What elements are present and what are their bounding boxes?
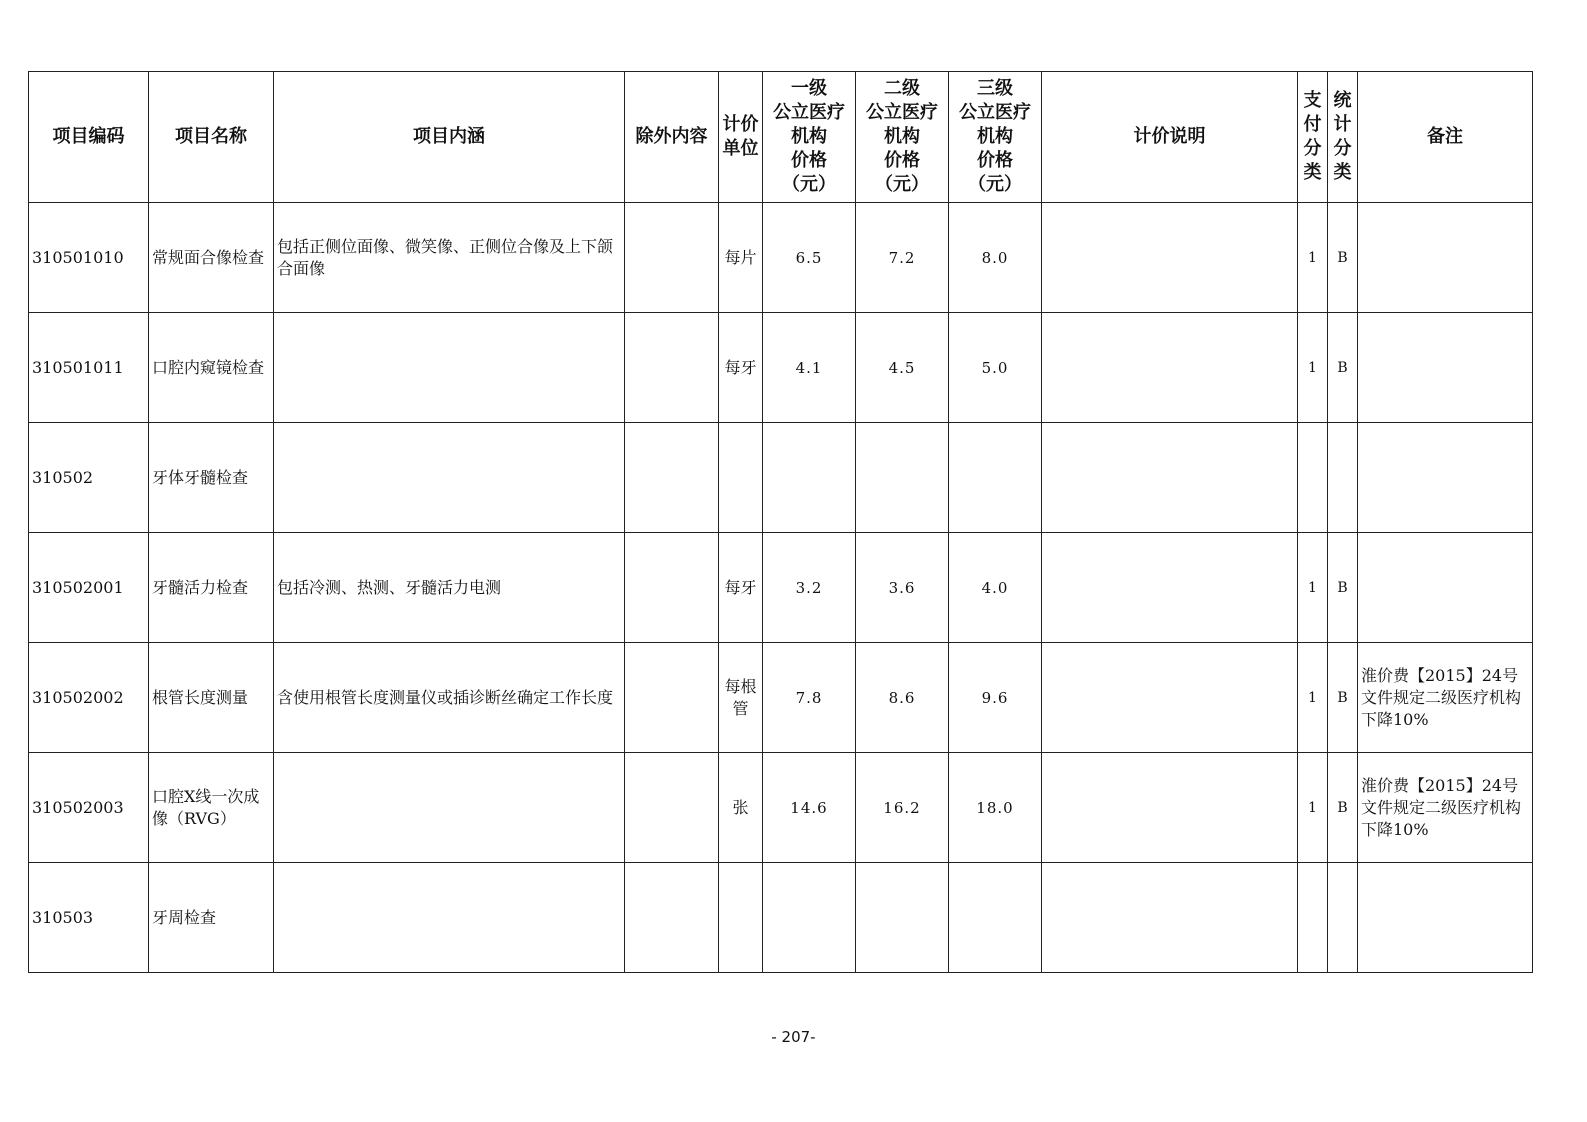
table-header	[29, 72, 1533, 203]
header-code: 项目编码	[29, 72, 149, 203]
table-row	[29, 753, 1533, 863]
header-pricing-note: 计价说明	[1042, 72, 1298, 203]
cell-content: 含使用根管长度测量仪或插诊断丝确定工作长度	[274, 643, 625, 753]
header-price-2-line: 二级	[884, 78, 920, 99]
header-stat-class: 统计分类	[1328, 72, 1358, 203]
cell-code: 310502001	[29, 533, 149, 643]
header-price-2-line: 机构	[884, 126, 920, 147]
cell-remarks	[1358, 863, 1533, 973]
header-price-level-1	[763, 72, 856, 203]
cell-price-2	[856, 423, 949, 533]
header-price-2-line: 公立医疗	[866, 102, 938, 123]
cell-price-2: 3.6	[856, 533, 949, 643]
page-number: - 207-	[771, 1028, 816, 1046]
cell-unit: 张	[719, 753, 763, 863]
cell-stat-class: B	[1328, 643, 1358, 753]
cell-unit	[719, 863, 763, 973]
header-price-1-line: 一级	[791, 78, 827, 99]
cell-code: 310502002	[29, 643, 149, 753]
cell-unit: 每片	[719, 203, 763, 313]
header-excluded: 除外内容	[625, 72, 719, 203]
cell-code: 310501010	[29, 203, 149, 313]
cell-pricing-note	[1042, 423, 1298, 533]
cell-price-1: 7.8	[763, 643, 856, 753]
cell-price-2: 8.6	[856, 643, 949, 753]
header-price-3-line: 价格	[977, 150, 1013, 171]
header-remarks: 备注	[1358, 72, 1533, 203]
cell-remarks	[1358, 533, 1533, 643]
cell-price-3: 9.6	[949, 643, 1042, 753]
cell-price-3	[949, 423, 1042, 533]
cell-name: 口腔内窥镜检查	[149, 313, 274, 423]
header-price-1-line: 价格	[791, 150, 827, 171]
table-row	[29, 643, 1533, 753]
cell-excluded	[625, 753, 719, 863]
cell-payment-class: 1	[1298, 203, 1328, 313]
cell-stat-class: B	[1328, 753, 1358, 863]
header-name: 项目名称	[149, 72, 274, 203]
cell-content: 包括正侧位面像、微笑像、正侧位合像及上下颌合面像	[274, 203, 625, 313]
table-body	[29, 203, 1533, 973]
header-content: 项目内涵	[274, 72, 625, 203]
header-price-3-line: 机构	[977, 126, 1013, 147]
cell-remarks	[1358, 313, 1533, 423]
cell-name: 牙体牙髓检查	[149, 423, 274, 533]
cell-price-3: 4.0	[949, 533, 1042, 643]
cell-unit: 每牙	[719, 313, 763, 423]
cell-code: 310501011	[29, 313, 149, 423]
cell-price-3: 18.0	[949, 753, 1042, 863]
cell-payment-class: 1	[1298, 533, 1328, 643]
cell-price-1: 6.5	[763, 203, 856, 313]
cell-stat-class	[1328, 863, 1358, 973]
cell-price-2	[856, 863, 949, 973]
header-price-1-line: 公立医疗	[773, 102, 845, 123]
header-unit: 计价单位	[719, 72, 763, 203]
cell-price-2: 4.5	[856, 313, 949, 423]
cell-excluded	[625, 643, 719, 753]
header-price-3-line: 三级	[977, 78, 1013, 99]
cell-excluded	[625, 313, 719, 423]
header-price-1-line: （元）	[782, 174, 836, 195]
cell-code: 310502	[29, 423, 149, 533]
cell-pricing-note	[1042, 203, 1298, 313]
cell-name: 常规面合像检查	[149, 203, 274, 313]
cell-payment-class	[1298, 423, 1328, 533]
cell-name: 根管长度测量	[149, 643, 274, 753]
header-price-level-2	[856, 72, 949, 203]
header-price-2-line: 价格	[884, 150, 920, 171]
cell-stat-class: B	[1328, 203, 1358, 313]
cell-price-1: 14.6	[763, 753, 856, 863]
table-row	[29, 203, 1533, 313]
cell-content	[274, 423, 625, 533]
header-row	[29, 72, 1533, 203]
cell-price-3	[949, 863, 1042, 973]
cell-remarks	[1358, 203, 1533, 313]
cell-excluded	[625, 423, 719, 533]
cell-pricing-note	[1042, 313, 1298, 423]
cell-price-2: 16.2	[856, 753, 949, 863]
price-table	[28, 71, 1533, 973]
header-price-1-line: 机构	[791, 126, 827, 147]
table-row	[29, 313, 1533, 423]
cell-unit: 每牙	[719, 533, 763, 643]
cell-stat-class: B	[1328, 533, 1358, 643]
cell-price-2: 7.2	[856, 203, 949, 313]
cell-remarks	[1358, 423, 1533, 533]
cell-remarks: 淮价费【2015】24号文件规定二级医疗机构下降10%	[1358, 643, 1533, 753]
cell-price-1: 4.1	[763, 313, 856, 423]
cell-pricing-note	[1042, 533, 1298, 643]
cell-payment-class: 1	[1298, 313, 1328, 423]
cell-code: 310503	[29, 863, 149, 973]
cell-stat-class: B	[1328, 313, 1358, 423]
cell-content	[274, 753, 625, 863]
cell-excluded	[625, 863, 719, 973]
cell-price-1	[763, 423, 856, 533]
cell-price-3: 8.0	[949, 203, 1042, 313]
header-price-level-3	[949, 72, 1042, 203]
cell-price-1	[763, 863, 856, 973]
cell-pricing-note	[1042, 643, 1298, 753]
cell-code: 310502003	[29, 753, 149, 863]
cell-remarks: 淮价费【2015】24号文件规定二级医疗机构下降10%	[1358, 753, 1533, 863]
header-price-2-line: （元）	[875, 174, 929, 195]
cell-price-3: 5.0	[949, 313, 1042, 423]
cell-excluded	[625, 203, 719, 313]
cell-content: 包括冷测、热测、牙髓活力电测	[274, 533, 625, 643]
cell-unit: 每根管	[719, 643, 763, 753]
cell-excluded	[625, 533, 719, 643]
cell-pricing-note	[1042, 863, 1298, 973]
header-price-3-line: （元）	[968, 174, 1022, 195]
cell-name: 牙髓活力检查	[149, 533, 274, 643]
cell-stat-class	[1328, 423, 1358, 533]
table-row	[29, 423, 1533, 533]
header-price-3-line: 公立医疗	[959, 102, 1031, 123]
header-payment-class: 支付分类	[1298, 72, 1328, 203]
cell-unit	[719, 423, 763, 533]
table-row	[29, 533, 1533, 643]
cell-price-1: 3.2	[763, 533, 856, 643]
cell-name: 牙周检查	[149, 863, 274, 973]
cell-payment-class	[1298, 863, 1328, 973]
cell-payment-class: 1	[1298, 753, 1328, 863]
cell-name: 口腔X线一次成像（RVG）	[149, 753, 274, 863]
table-row	[29, 863, 1533, 973]
cell-content	[274, 863, 625, 973]
cell-pricing-note	[1042, 753, 1298, 863]
cell-content	[274, 313, 625, 423]
cell-payment-class: 1	[1298, 643, 1328, 753]
